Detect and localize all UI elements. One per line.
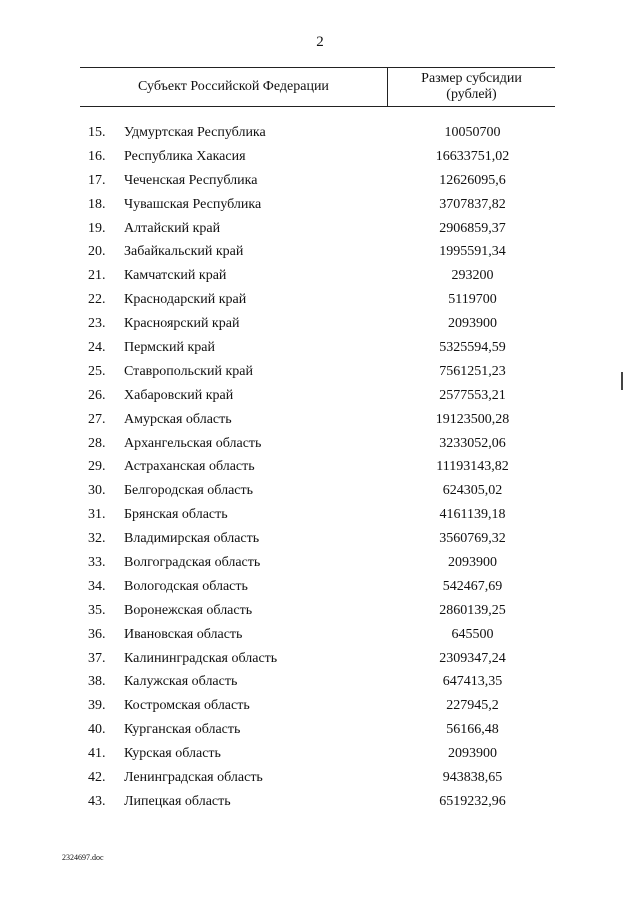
row-number: 21.	[88, 268, 106, 284]
region-name: Воронежская область	[124, 602, 253, 618]
row-number: 42.	[88, 770, 106, 786]
region-name: Республика Хакасия	[124, 148, 246, 164]
row-number: 26.	[88, 387, 106, 403]
table-row	[0, 360, 640, 384]
row-number: 40.	[88, 722, 106, 738]
row-number: 31.	[88, 507, 106, 523]
region-name: Калужская область	[124, 674, 238, 690]
region-name: Волгоградская область	[124, 555, 261, 571]
row-number: 19.	[88, 220, 106, 236]
subsidy-amount: 12626095,6	[439, 172, 506, 188]
row-number: 23.	[88, 316, 106, 332]
subsidy-amount: 2093900	[448, 316, 497, 332]
table-row	[0, 336, 640, 360]
table-row	[0, 575, 640, 599]
row-number: 34.	[88, 578, 106, 594]
subsidy-amount: 2309347,24	[439, 650, 506, 666]
table-row	[0, 503, 640, 527]
subsidy-amount: 647413,35	[442, 674, 503, 690]
subsidy-amount: 2093900	[448, 746, 497, 762]
table-row	[0, 623, 640, 647]
row-number: 15.	[88, 125, 106, 140]
subsidy-amount: 10050700	[444, 125, 501, 140]
row-number: 32.	[88, 531, 106, 547]
table-row	[0, 694, 640, 718]
region-name: Пермский край	[124, 340, 215, 356]
region-name: Удмуртская Республика	[124, 125, 266, 140]
region-name: Ставропольский край	[124, 363, 253, 379]
subsidy-amount: 3560769,32	[439, 531, 506, 547]
subsidy-amount: 3233052,06	[439, 435, 506, 451]
region-name: Краснодарский край	[124, 292, 247, 308]
subsidy-amount: 7561251,23	[439, 363, 506, 379]
region-name: Чувашская Республика	[124, 196, 262, 212]
region-name: Алтайский край	[124, 220, 221, 236]
scan-artifact-mark	[621, 372, 623, 390]
table-row	[0, 264, 640, 288]
subsidy-amount: 2906859,37	[439, 220, 506, 236]
table-row	[0, 766, 640, 790]
subsidy-amount: 1995591,34	[439, 244, 506, 260]
subsidy-amount: 5119700	[448, 292, 497, 308]
region-name: Владимирская область	[124, 531, 260, 547]
table-row	[0, 432, 640, 456]
subsidy-amount: 19123500,28	[435, 411, 510, 427]
table-row	[0, 670, 640, 694]
subsidy-amount: 56166,48	[446, 722, 499, 738]
amount-header-line2: (рублей)	[446, 87, 497, 102]
row-number: 37.	[88, 650, 106, 666]
table-row	[0, 647, 640, 671]
amount-column-header	[388, 71, 555, 103]
region-name: Ивановская область	[124, 626, 243, 642]
subsidy-amount: 2093900	[448, 555, 497, 571]
row-number: 22.	[88, 292, 106, 308]
subsidy-amount: 645500	[451, 626, 494, 642]
row-number: 27.	[88, 411, 106, 427]
row-number: 38.	[88, 674, 106, 690]
region-name: Липецкая область	[124, 793, 231, 809]
subsidy-amount: 2577553,21	[439, 387, 506, 403]
region-name: Курская область	[124, 746, 221, 762]
subsidy-amount: 5325594,59	[439, 340, 506, 356]
table-row	[0, 551, 640, 575]
row-number: 16.	[88, 148, 106, 164]
region-name: Курганская область	[124, 722, 241, 738]
row-number: 30.	[88, 483, 106, 499]
region-name: Вологодская область	[124, 578, 248, 594]
table-row	[0, 240, 640, 264]
table-row	[0, 599, 640, 623]
page-number: 2	[316, 34, 324, 50]
table-row	[0, 217, 640, 241]
subsidy-amount: 624305,02	[442, 483, 503, 499]
row-number: 28.	[88, 435, 106, 451]
region-name: Ленинградская область	[124, 770, 263, 786]
row-number: 41.	[88, 746, 106, 762]
table-row	[0, 479, 640, 503]
table-row	[0, 790, 640, 814]
subsidy-amount: 943838,65	[442, 770, 503, 786]
table-row	[0, 527, 640, 551]
table-row	[0, 408, 640, 432]
region-name: Амурская область	[124, 411, 232, 427]
region-name: Астраханская область	[124, 459, 255, 475]
subsidy-amount: 4161139,18	[439, 507, 506, 523]
table-row	[0, 193, 640, 217]
subsidy-amount: 542467,69	[442, 578, 503, 594]
region-name: Костромская область	[124, 698, 250, 714]
row-number: 18.	[88, 196, 106, 212]
table-row	[0, 145, 640, 169]
table-row	[0, 312, 640, 336]
subsidy-amount: 3707837,82	[439, 196, 506, 212]
row-number: 24.	[88, 340, 106, 356]
row-number: 33.	[88, 555, 106, 571]
table-row	[0, 718, 640, 742]
table-header	[80, 67, 555, 107]
document-id-footer: 2324697.doc	[62, 853, 104, 862]
table-row	[0, 384, 640, 408]
subsidy-table-body	[0, 121, 640, 814]
subject-column-header: Субъект Российской Федерации	[138, 79, 329, 94]
table-row	[0, 169, 640, 193]
region-name: Чеченская Республика	[124, 172, 258, 188]
table-row	[0, 288, 640, 312]
region-name: Калининградская область	[124, 650, 278, 666]
subsidy-amount: 16633751,02	[435, 148, 510, 164]
region-name: Забайкальский край	[124, 244, 244, 260]
row-number: 35.	[88, 602, 106, 618]
subsidy-amount: 2860139,25	[439, 602, 506, 618]
row-number: 20.	[88, 244, 106, 260]
row-number: 25.	[88, 363, 106, 379]
region-name: Архангельская область	[124, 435, 262, 451]
row-number: 36.	[88, 626, 106, 642]
region-name: Камчатский край	[124, 268, 227, 284]
subsidy-amount: 293200	[451, 268, 494, 284]
row-number: 39.	[88, 698, 106, 714]
region-name: Брянская область	[124, 507, 228, 523]
row-number: 43.	[88, 793, 106, 809]
region-name: Красноярский край	[124, 316, 240, 332]
subsidy-amount: 227945,2	[446, 698, 499, 714]
region-name: Хабаровский край	[124, 387, 234, 403]
region-name: Белгородская область	[124, 483, 254, 499]
subsidy-amount: 11193143,82	[436, 459, 509, 475]
table-row	[0, 121, 640, 145]
table-row	[0, 455, 640, 479]
subsidy-amount: 6519232,96	[439, 793, 506, 809]
row-number: 29.	[88, 459, 106, 475]
row-number: 17.	[88, 172, 106, 188]
amount-header-line1: Размер субсидии	[421, 71, 522, 86]
table-row	[0, 742, 640, 766]
